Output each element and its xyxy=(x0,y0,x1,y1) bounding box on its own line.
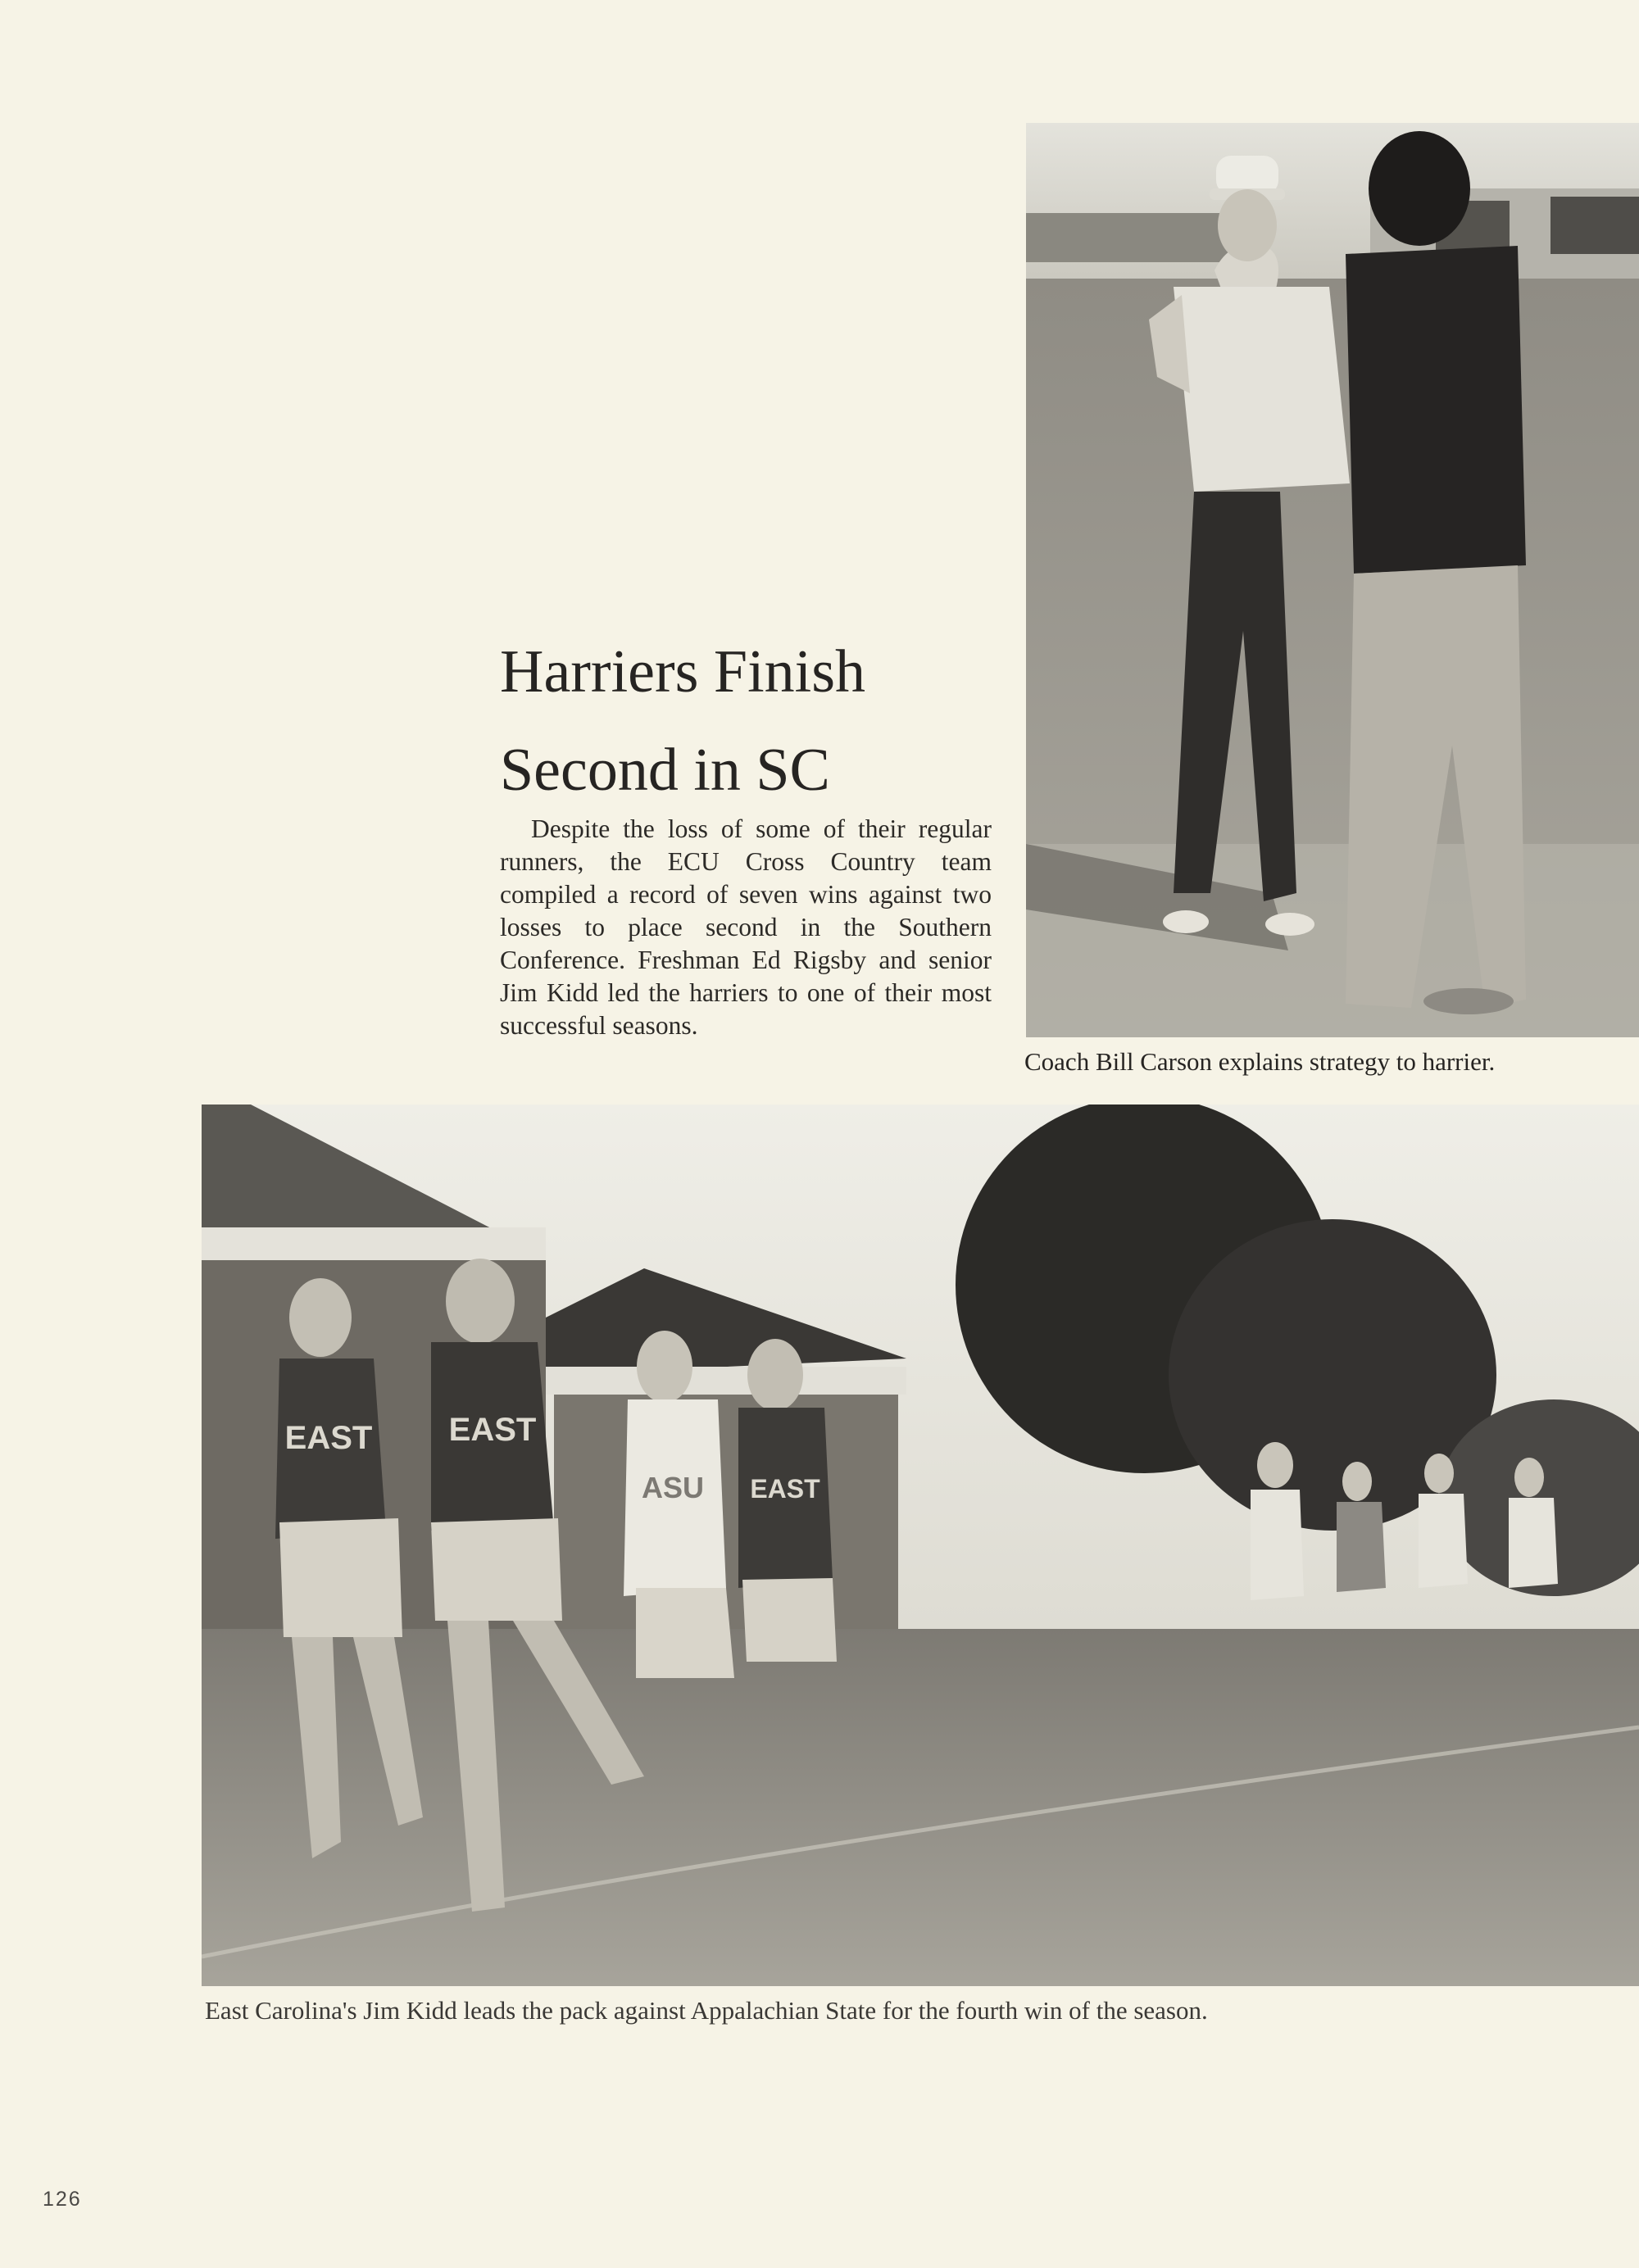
article-body: Despite the loss of some of their regular runners, the ECU Cross Country team compiled a record of seven wins against two losses to place second in the Southern Conference. Freshman Ed Rigsby and senior Jim Kidd led the harriers to one of their most successful seasons. xyxy=(500,814,992,1040)
race-photo xyxy=(202,1105,1639,1986)
runner-1-jersey-label: EAST xyxy=(284,1420,373,1456)
race-photo-caption: East Carolina's Jim Kidd leads the pack against Appalachian State for the fourth win of the season. xyxy=(205,1996,1208,2025)
coach-photo-illustration xyxy=(1026,123,1639,1037)
headline-line-1: Harriers Finish xyxy=(500,638,865,705)
coach-photo xyxy=(1026,123,1639,1037)
runner-4-jersey-label: EAST xyxy=(750,1474,820,1504)
coach-photo-caption: Coach Bill Carson explains strategy to harrier. xyxy=(1024,1047,1496,1076)
runner-2-jersey-label: EAST xyxy=(448,1412,537,1448)
headline-line-2: Second in SC xyxy=(500,737,830,804)
article-headline xyxy=(500,623,959,819)
page-number: 126 xyxy=(43,2188,82,2211)
runner-3-jersey-label: ASU xyxy=(641,1471,705,1504)
race-photo-illustration xyxy=(202,1105,1639,1986)
